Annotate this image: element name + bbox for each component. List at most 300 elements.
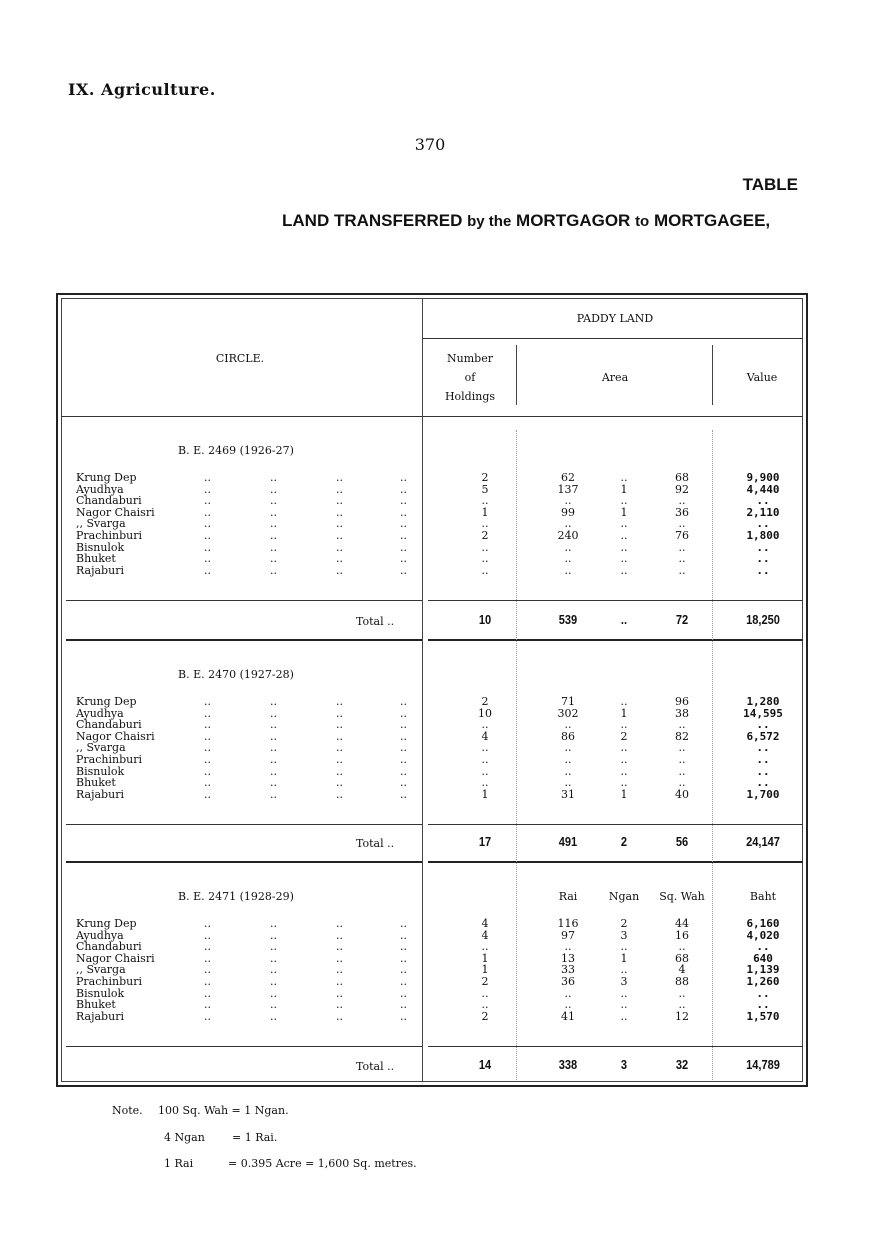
leader-dots: .. xyxy=(400,505,407,519)
leader-dots: .. xyxy=(204,540,211,554)
value-cell: 1,260 xyxy=(746,975,780,988)
leader-dots: .. xyxy=(400,718,407,732)
table-row xyxy=(0,930,892,941)
leader-dots: .. xyxy=(400,975,407,988)
unit-ngan: Ngan xyxy=(608,890,640,903)
leader-dots: .. xyxy=(336,729,343,743)
rai-cell: .. xyxy=(564,776,572,790)
value-cell: 4,020 xyxy=(746,928,780,942)
table-label: TABLE xyxy=(742,175,798,194)
table-row xyxy=(0,754,892,765)
ngan-cell: .. xyxy=(620,517,628,531)
rai-cell: 36 xyxy=(561,975,575,988)
subtotal-rule xyxy=(428,600,803,601)
leader-dots: .. xyxy=(400,764,407,778)
wah-cell: 96 xyxy=(675,695,689,708)
leader-dots: .. xyxy=(336,963,343,977)
circle-name: Rajaburi xyxy=(76,787,124,801)
leader-dots: .. xyxy=(336,471,343,484)
ngan-cell: 1 xyxy=(620,787,628,801)
total-row xyxy=(0,834,892,850)
leader-dots: .. xyxy=(270,1009,277,1023)
ngan-cell: .. xyxy=(620,529,628,542)
leader-dots: .. xyxy=(336,695,343,708)
holdings-cell: 2 xyxy=(481,529,489,542)
holdings-cell: .. xyxy=(481,517,489,531)
rai-cell: 13 xyxy=(561,951,575,965)
circle-name: Krung Dep xyxy=(76,471,137,484)
value-cell: .. xyxy=(756,776,770,790)
leader-dots: .. xyxy=(204,975,211,988)
leader-dots: .. xyxy=(400,741,407,755)
value-cell: .. xyxy=(756,998,770,1012)
body-column-divider xyxy=(516,430,517,1080)
leader-dots: .. xyxy=(336,529,343,542)
wah-cell: .. xyxy=(678,753,686,766)
wah-cell: 12 xyxy=(675,1009,689,1023)
wah-cell: .. xyxy=(678,986,686,1000)
leader-dots: .. xyxy=(270,695,277,708)
leader-dots: .. xyxy=(204,776,211,790)
value-cell: 14,595 xyxy=(743,706,783,720)
note-line-1: 100 Sq. Wah = 1 Ngan. xyxy=(158,1104,289,1117)
title-part3: MORTGAGEE, xyxy=(653,211,771,230)
circle-name: Bhuket xyxy=(76,998,116,1012)
leader-dots: .. xyxy=(400,917,407,930)
header-holdings-1: Number xyxy=(447,352,493,365)
circle-name: Nagor Chaisri xyxy=(76,951,155,965)
table-row xyxy=(0,542,892,553)
ngan-cell: 1 xyxy=(620,505,628,519)
rai-cell: .. xyxy=(564,998,572,1012)
rai-cell: .. xyxy=(564,741,572,755)
rai-cell: 41 xyxy=(561,1009,575,1023)
total-label: Total .. xyxy=(356,615,395,628)
ngan-cell: 1 xyxy=(620,951,628,965)
section-divider xyxy=(428,639,803,641)
holdings-cell: 2 xyxy=(481,1009,489,1023)
value-cell: .. xyxy=(756,540,770,554)
wah-cell: .. xyxy=(678,552,686,566)
wah-cell: .. xyxy=(678,776,686,790)
ngan-cell: 3 xyxy=(620,975,628,988)
total-ngan: 2 xyxy=(620,834,628,849)
leader-dots: .. xyxy=(270,718,277,732)
holdings-cell: .. xyxy=(481,776,489,790)
subtotal-rule xyxy=(428,1046,803,1047)
rai-cell: .. xyxy=(564,940,572,954)
circle-name: Krung Dep xyxy=(76,917,137,930)
leader-dots: .. xyxy=(270,729,277,743)
wah-cell: .. xyxy=(678,540,686,554)
leader-dots: .. xyxy=(204,963,211,977)
total-value: 18,250 xyxy=(746,612,780,627)
leader-dots: .. xyxy=(400,494,407,508)
leader-dots: .. xyxy=(270,776,277,790)
leader-dots: .. xyxy=(336,951,343,965)
value-cell: .. xyxy=(756,986,770,1000)
title-part2: MORTGAGOR xyxy=(516,211,631,230)
wah-cell: 40 xyxy=(675,787,689,801)
value-cell: .. xyxy=(756,741,770,755)
unit-sq-wah: Sq. Wah xyxy=(659,890,705,903)
leader-dots: .. xyxy=(336,986,343,1000)
ngan-cell: 2 xyxy=(620,917,628,930)
value-cell: 1,570 xyxy=(746,1009,780,1023)
circle-name: Bisnulok xyxy=(76,540,125,554)
leader-dots: .. xyxy=(270,753,277,766)
leader-dots: .. xyxy=(270,540,277,554)
holdings-cell: .. xyxy=(481,552,489,566)
leader-dots: .. xyxy=(400,529,407,542)
period-heading: B. E. 2470 (1927-28) xyxy=(178,668,294,681)
wah-cell: 16 xyxy=(675,928,689,942)
unit-rai: Rai xyxy=(558,890,578,903)
circle-name: Nagor Chaisri xyxy=(76,505,155,519)
leader-dots: .. xyxy=(270,741,277,755)
leader-dots: .. xyxy=(270,928,277,942)
table-row xyxy=(0,918,892,929)
leader-dots: .. xyxy=(336,776,343,790)
leader-dots: .. xyxy=(270,986,277,1000)
wah-cell: .. xyxy=(678,998,686,1012)
leader-dots: .. xyxy=(336,706,343,720)
table-row xyxy=(0,553,892,564)
subtotal-rule xyxy=(66,600,422,601)
value-cell: 1,280 xyxy=(746,695,780,708)
leader-dots: .. xyxy=(336,998,343,1012)
leader-dots: .. xyxy=(400,928,407,942)
circle-name: ,, Svarga xyxy=(76,741,126,755)
area-value-divider xyxy=(712,345,713,405)
wah-cell: .. xyxy=(678,741,686,755)
leader-dots: .. xyxy=(204,787,211,801)
total-row xyxy=(0,612,892,628)
circle-name: Ayudhya xyxy=(76,928,124,942)
total-rai: 338 xyxy=(558,1057,578,1072)
wah-cell: 88 xyxy=(675,975,689,988)
leader-dots: .. xyxy=(270,552,277,566)
total-holdings: 17 xyxy=(478,834,492,849)
ngan-cell: .. xyxy=(620,718,628,732)
table-row xyxy=(0,953,892,964)
header-area: Area xyxy=(601,371,629,384)
header-bottom-rule xyxy=(61,416,803,417)
table-row xyxy=(0,472,892,483)
leader-dots: .. xyxy=(270,951,277,965)
leader-dots: .. xyxy=(336,718,343,732)
value-cell: .. xyxy=(756,753,770,766)
leader-dots: .. xyxy=(400,563,407,577)
value-cell: .. xyxy=(756,494,770,508)
leader-dots: .. xyxy=(336,1009,343,1023)
total-label: Total .. xyxy=(356,837,395,850)
table-row xyxy=(0,941,892,952)
leader-dots: .. xyxy=(270,940,277,954)
holdings-cell: .. xyxy=(481,764,489,778)
leader-dots: .. xyxy=(204,563,211,577)
table-row xyxy=(0,518,892,529)
circle-name: Chandaburi xyxy=(76,718,142,732)
wah-cell: .. xyxy=(678,494,686,508)
rai-cell: .. xyxy=(564,517,572,531)
leader-dots: .. xyxy=(400,540,407,554)
page-number: 370 xyxy=(414,135,446,154)
table-row xyxy=(0,964,892,975)
holdings-cell: 4 xyxy=(481,917,489,930)
table-row xyxy=(0,484,892,495)
rai-cell: .. xyxy=(564,552,572,566)
holdings-cell: 2 xyxy=(481,471,489,484)
wah-cell: 36 xyxy=(675,505,689,519)
total-rai: 491 xyxy=(558,834,578,849)
section-divider xyxy=(428,861,803,863)
leader-dots: .. xyxy=(336,741,343,755)
leader-dots: .. xyxy=(400,517,407,531)
note-line-3b: = 0.395 Acre = 1,600 Sq. metres. xyxy=(228,1157,417,1170)
rai-cell: .. xyxy=(564,494,572,508)
rai-cell: 71 xyxy=(561,695,575,708)
ngan-cell: .. xyxy=(620,776,628,790)
leader-dots: .. xyxy=(270,787,277,801)
total-rai: 539 xyxy=(558,612,578,627)
leader-dots: .. xyxy=(336,540,343,554)
value-cell: 6,160 xyxy=(746,917,780,930)
leader-dots: .. xyxy=(400,1009,407,1023)
value-cell: 6,572 xyxy=(746,729,780,743)
ngan-cell: .. xyxy=(620,986,628,1000)
note-line-3a: 1 Rai xyxy=(164,1157,194,1170)
leader-dots: .. xyxy=(270,494,277,508)
leader-dots: .. xyxy=(270,706,277,720)
circle-name: Rajaburi xyxy=(76,1009,124,1023)
leader-dots: .. xyxy=(400,482,407,496)
wah-cell: .. xyxy=(678,764,686,778)
value-cell: 640 xyxy=(753,951,773,965)
title-by: by the xyxy=(467,213,512,230)
leader-dots: .. xyxy=(400,753,407,766)
circle-name: Krung Dep xyxy=(76,695,137,708)
leader-dots: .. xyxy=(270,764,277,778)
holdings-cell: 1 xyxy=(481,505,489,519)
table-row xyxy=(0,999,892,1010)
total-ngan: .. xyxy=(620,612,628,627)
header-paddy-land: PADDY LAND xyxy=(576,312,654,325)
leader-dots: .. xyxy=(270,563,277,577)
subtotal-rule xyxy=(66,824,422,825)
value-cell: 4,440 xyxy=(746,482,780,496)
leader-dots: .. xyxy=(204,986,211,1000)
title-part1: LAND TRANSFERRED xyxy=(282,211,463,230)
leader-dots: .. xyxy=(336,482,343,496)
circle-name: Bisnulok xyxy=(76,764,125,778)
holdings-cell: .. xyxy=(481,540,489,554)
leader-dots: .. xyxy=(204,729,211,743)
leader-dots: .. xyxy=(400,552,407,566)
rai-cell: 62 xyxy=(561,471,575,484)
holdings-cell: .. xyxy=(481,718,489,732)
rai-cell: 31 xyxy=(561,787,575,801)
table-row xyxy=(0,495,892,506)
leader-dots: .. xyxy=(400,695,407,708)
table-row xyxy=(0,719,892,730)
value-cell: .. xyxy=(756,940,770,954)
holdings-cell: 1 xyxy=(481,787,489,801)
leader-dots: .. xyxy=(336,928,343,942)
rai-cell: .. xyxy=(564,764,572,778)
value-cell: .. xyxy=(756,764,770,778)
value-cell: .. xyxy=(756,517,770,531)
wah-cell: 44 xyxy=(675,917,689,930)
total-label: Total .. xyxy=(356,1060,395,1073)
leader-dots: .. xyxy=(336,517,343,531)
value-cell: 1,700 xyxy=(746,787,780,801)
leader-dots: .. xyxy=(270,482,277,496)
rai-cell: .. xyxy=(564,718,572,732)
ngan-cell: .. xyxy=(620,494,628,508)
header-value: Value xyxy=(746,371,778,384)
table-row xyxy=(0,789,892,800)
ngan-cell: .. xyxy=(620,540,628,554)
leader-dots: .. xyxy=(204,505,211,519)
circle-name: Bhuket xyxy=(76,776,116,790)
ngan-cell: .. xyxy=(620,695,628,708)
ngan-cell: .. xyxy=(620,753,628,766)
table-row xyxy=(0,766,892,777)
leader-dots: .. xyxy=(270,471,277,484)
rai-cell: .. xyxy=(564,753,572,766)
ngan-cell: .. xyxy=(620,563,628,577)
total-ngan: 3 xyxy=(620,1057,628,1072)
holdings-cell: .. xyxy=(481,998,489,1012)
total-holdings: 10 xyxy=(478,612,492,627)
circle-name: Chandaburi xyxy=(76,494,142,508)
ngan-cell: .. xyxy=(620,741,628,755)
holdings-cell: 1 xyxy=(481,951,489,965)
leader-dots: .. xyxy=(400,471,407,484)
leader-dots: .. xyxy=(400,787,407,801)
circle-name: Ayudhya xyxy=(76,482,124,496)
ngan-cell: .. xyxy=(620,940,628,954)
wah-cell: 76 xyxy=(675,529,689,542)
header-holdings-3: Holdings xyxy=(444,390,496,403)
unit-baht: Baht xyxy=(749,890,777,903)
holdings-cell: 4 xyxy=(481,928,489,942)
leader-dots: .. xyxy=(400,776,407,790)
total-wah: 72 xyxy=(675,612,689,627)
leader-dots: .. xyxy=(336,764,343,778)
table-row xyxy=(0,696,892,707)
section-divider xyxy=(66,861,422,863)
total-value: 14,789 xyxy=(746,1057,780,1072)
leader-dots: .. xyxy=(270,505,277,519)
wah-cell: .. xyxy=(678,718,686,732)
holdings-cell: .. xyxy=(481,940,489,954)
leader-dots: .. xyxy=(204,951,211,965)
circle-name: Ayudhya xyxy=(76,706,124,720)
ngan-cell: .. xyxy=(620,552,628,566)
rai-cell: 99 xyxy=(561,505,575,519)
leader-dots: .. xyxy=(204,517,211,531)
table-row xyxy=(0,777,892,788)
leader-dots: .. xyxy=(336,917,343,930)
holdings-cell: .. xyxy=(481,494,489,508)
holdings-cell: 2 xyxy=(481,695,489,708)
table-row xyxy=(0,708,892,719)
ngan-cell: .. xyxy=(620,963,628,977)
leader-dots: .. xyxy=(336,494,343,508)
holdings-cell: .. xyxy=(481,563,489,577)
rai-cell: .. xyxy=(564,563,572,577)
leader-dots: .. xyxy=(336,505,343,519)
wah-cell: 4 xyxy=(678,963,686,977)
title-to: to xyxy=(635,213,650,230)
table-row xyxy=(0,507,892,518)
holdings-cell: 1 xyxy=(481,963,489,977)
leader-dots: .. xyxy=(204,753,211,766)
leader-dots: .. xyxy=(204,552,211,566)
rai-cell: 240 xyxy=(557,529,579,542)
section-divider xyxy=(66,639,422,641)
total-value: 24,147 xyxy=(746,834,780,849)
circle-name: Chandaburi xyxy=(76,940,142,954)
wah-cell: 38 xyxy=(675,706,689,720)
leader-dots: .. xyxy=(204,998,211,1012)
circle-name: Prachinburi xyxy=(76,529,142,542)
body-column-divider xyxy=(712,430,713,1080)
wah-cell: .. xyxy=(678,517,686,531)
value-cell: .. xyxy=(756,552,770,566)
value-cell: .. xyxy=(756,563,770,577)
rai-cell: 302 xyxy=(557,706,579,720)
table-row xyxy=(0,1011,892,1022)
total-holdings: 14 xyxy=(478,1057,492,1072)
leader-dots: .. xyxy=(270,975,277,988)
table-row xyxy=(0,742,892,753)
leader-dots: .. xyxy=(204,764,211,778)
leader-dots: .. xyxy=(204,529,211,542)
leader-dots: .. xyxy=(336,753,343,766)
section-title: IX. Agriculture. xyxy=(68,80,216,99)
rai-cell: 116 xyxy=(557,917,579,930)
note-line-2b: = 1 Rai. xyxy=(232,1131,278,1144)
wah-cell: 68 xyxy=(675,951,689,965)
leader-dots: .. xyxy=(400,951,407,965)
leader-dots: .. xyxy=(204,741,211,755)
ngan-cell: .. xyxy=(620,998,628,1012)
leader-dots: .. xyxy=(270,917,277,930)
leader-dots: .. xyxy=(270,517,277,531)
table-row xyxy=(0,731,892,742)
leader-dots: .. xyxy=(204,940,211,954)
holdings-cell: .. xyxy=(481,741,489,755)
leader-dots: .. xyxy=(336,975,343,988)
total-wah: 32 xyxy=(675,1057,689,1072)
rai-cell: 137 xyxy=(557,482,579,496)
wah-cell: 92 xyxy=(675,482,689,496)
leader-dots: .. xyxy=(400,963,407,977)
leader-dots: .. xyxy=(204,695,211,708)
leader-dots: .. xyxy=(204,482,211,496)
rai-cell: .. xyxy=(564,986,572,1000)
holdings-cell: .. xyxy=(481,986,489,1000)
ngan-cell: 2 xyxy=(620,729,628,743)
circle-name: ,, Svarga xyxy=(76,963,126,977)
leader-dots: .. xyxy=(400,998,407,1012)
header-divider-paddy xyxy=(422,338,803,339)
value-cell: 9,900 xyxy=(746,471,780,484)
period-heading: B. E. 2469 (1926-27) xyxy=(178,444,294,457)
